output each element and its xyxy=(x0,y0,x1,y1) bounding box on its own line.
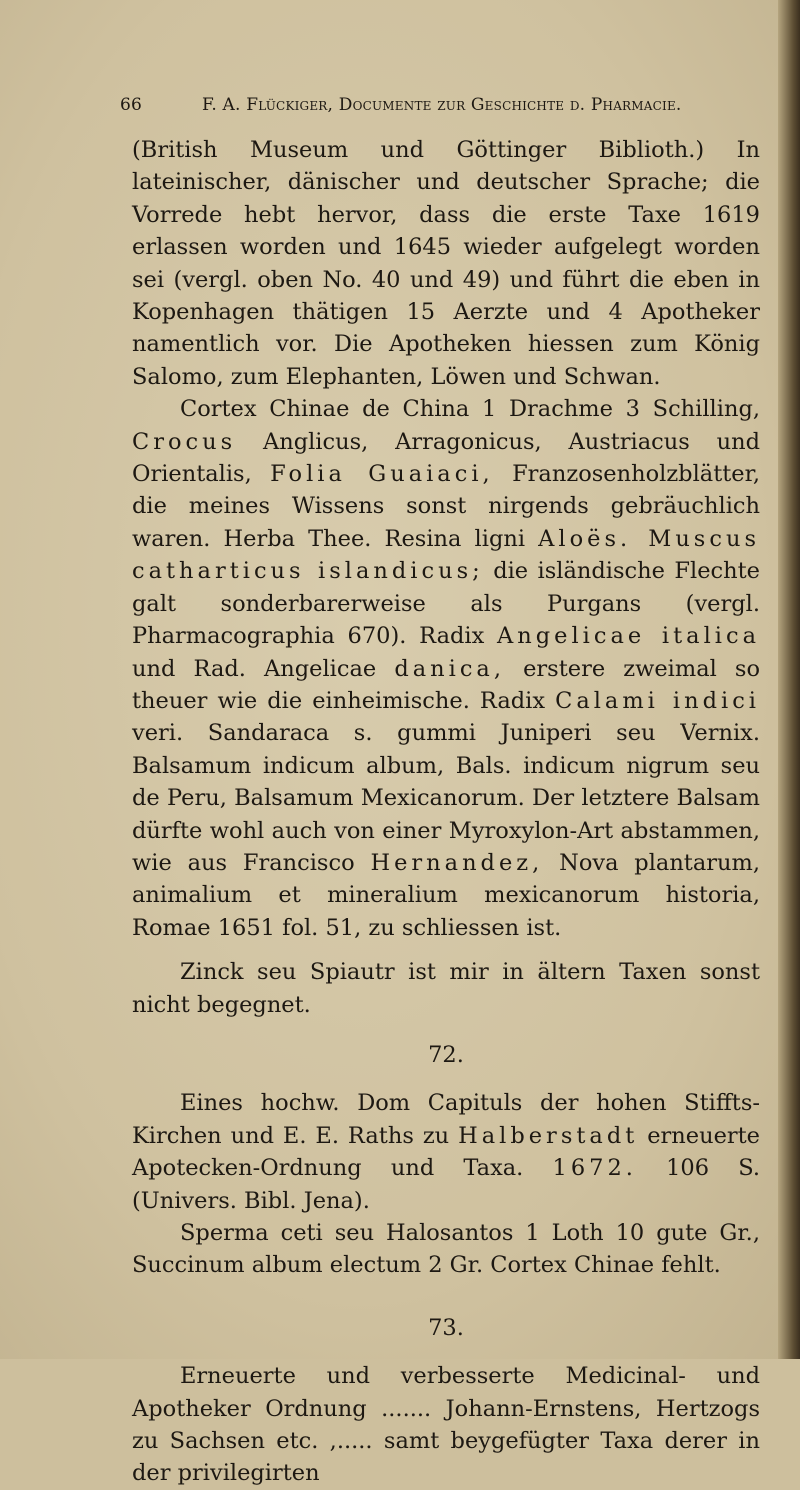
text-run: 106 S. (Univers. Bibl. Jena). xyxy=(132,1155,760,1214)
section-number-73: 73. xyxy=(428,1314,464,1341)
text-run: Franzosenholzblätter, die meines Wissens sonst nirgends gebräuchlich waren. Herba Thee. Resina ligni xyxy=(132,461,761,552)
paragraph-72-2: Sperma ceti seu Halosantos 1 Loth 10 gute Gr., Succinum album electum 2 Gr. Cortex Chinae fehlt. xyxy=(132,1220,760,1279)
spaced-term: Aloës. Muscus catharticus islandicus; xyxy=(132,525,760,585)
paragraph-2 xyxy=(132,393,760,944)
text-run: Cortex Chinae de China 1 Drachme 3 Schilling, xyxy=(180,396,760,423)
spaced-term: danica, xyxy=(394,655,505,682)
running-title: F. A. Flückiger, Documente zur Geschichte d. Pharmacie. xyxy=(202,95,682,115)
page-edge xyxy=(778,0,800,1359)
spaced-term: Angelicae italica xyxy=(497,623,760,650)
section-number-72: 72. xyxy=(428,1041,464,1068)
text-run: Anglicus, Arragonicus, Austriacus und Orientalis, xyxy=(132,428,760,488)
page-number: 66 xyxy=(120,95,143,115)
text-run: Nova plantarum, animalium et mineralium mexicanorum historia, Romae 1651 fol. 51, zu schliessen ist. xyxy=(132,849,760,941)
spaced-term: Calami indici xyxy=(555,687,761,714)
spaced-year: 1672. xyxy=(552,1155,637,1182)
text-run: die isländische Flechte galt sonderbarerweise als Purgans (vergl. Pharmacographia 670). Radix xyxy=(132,558,760,650)
spaced-term: Crocus xyxy=(132,428,237,455)
text-run: veri. Sandaraca s. gummi Juniperi seu Vernix. Balsamum indicum album, Bals. indicum nigrum seu de Peru, Balsamum Mexicanorum. Der letztere Balsam dürfte wohl auch von einer Myroxylon-Art abstammen, wie aus Francisco xyxy=(132,720,760,876)
spaced-term: Hernandez, xyxy=(370,849,544,876)
text-run: erneuerte Apotecken-Ordnung und Taxa. xyxy=(132,1122,760,1182)
paragraph-72-1 xyxy=(132,1087,760,1217)
body-text xyxy=(132,134,760,1490)
paragraph-73-1: Erneuerte und verbesserte Medicinal- und Apotheker Ordnung ....... Johann-Ernstens, Hertzogs zu Sachsen etc. ,..... samt beygefügter Taxa derer in der privilegirten xyxy=(132,1363,760,1487)
paragraph-1: (British Museum und Göttinger Biblioth.) In lateinischer, dänischer und deutscher Sprache; die Vorrede hebt hervor, dass die erste Taxe 1619 erlassen worden und 1645 wieder aufgelegt worden sei (vergl. oben No. 40 und 49) und führt die eben in Kopenhagen thätigen 15 Aerzte und 4 Apotheker namentlich vor. Die Apotheken hiessen zum König Salomo, zum Elephanten, Löwen und Schwan. xyxy=(132,137,760,390)
text-run: und Rad. Angelicae xyxy=(132,655,377,682)
spaced-term: Folia Guaiaci, xyxy=(270,461,494,488)
page-header xyxy=(120,95,700,125)
text-run: Eines hochw. Dom Capituls der hohen Stiffts-Kirchen und E. E. Raths zu xyxy=(132,1090,760,1149)
text-run: erstere zweimal so theuer wie die einheimische. Radix xyxy=(132,655,761,714)
paragraph-3: Zinck seu Spiautr ist mir in ältern Taxen sonst nicht begegnet. xyxy=(132,959,760,1018)
spaced-term: Halberstadt xyxy=(458,1122,639,1149)
